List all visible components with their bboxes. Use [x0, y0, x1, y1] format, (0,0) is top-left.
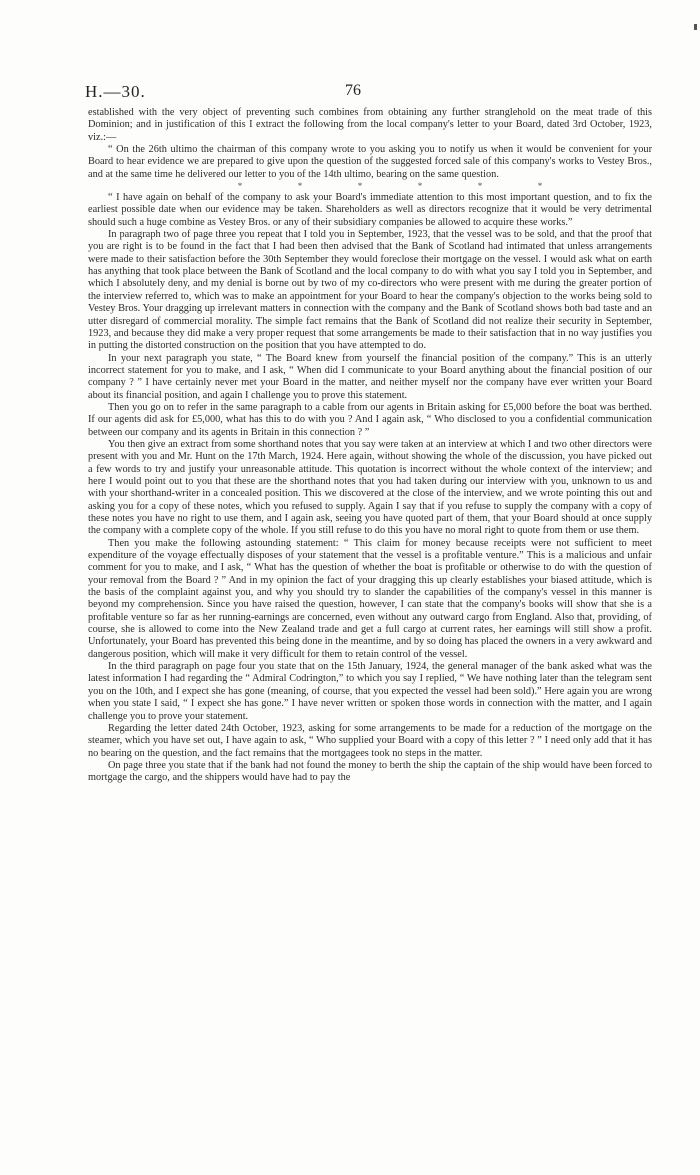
star-3: * [357, 181, 363, 192]
paragraph-quote-2: “ I have again on behalf of the company to ask your Board's immediate attention to this most important question, and to fix the earliest possible date when our evidence may be taken. Shareholders as well as directors recognize that it would be very detrimental should such a huge combine as Vestey Bros. or any of their subsidiary companies be allowed to acquire these works.” [88, 192, 652, 228]
star-2: * [297, 181, 303, 192]
paragraph-mortgage-letter: Regarding the letter dated 24th October, 1923, asking for some arrangements to be made for a reduction of the mortgage on the steamer, which you have set out, I have again to ask, “ Who supplied your Board with a copy of this letter ? ” I need only add that it has no bearing on the question, and the fact remains that the mortgagees took no steps in the matter. [88, 722, 652, 759]
paragraph-financial-position: In your next paragraph you state, “ The Board knew from yourself the financial position of the company.” This is an utterly incorrect statement for you to make, and I ask, “ When did I communicate to your Board anything about the financial position of our company ? ” I have certainly never met your Board in the matter, and neither myself nor the company have ever written your Board about its financial position, and again I challenge you to prove this statement. [88, 352, 652, 401]
paragraph-continuation: established with the very object of preventing such combines from obtaining any further stranglehold on the meat trade of this Dominion; and in justification of this I extract the following from the local company's letter to your Board, dated 3rd October, 1923, viz.:— [88, 107, 652, 143]
paragraph-astounding-statement: Then you make the following astounding statement: “ This claim for money because receipts were not sufficient to meet expenditure of the voyage effectually disposes of your statement that the vessel is a profitable venture.” This is a malicious and unfair comment for you to make, and I ask, “ What has the question of whether the boat is profitable or otherwise to do with the question of your removal from the Board ? ” And in my opinion the fact of your dragging this up clearly establishes your biased attitude, which is the basis of the complaint against you, and why you should try to slander the capabilities of the company's vessel in this manner is beyond my comprehension. Since you have raised the question, however, I can state that the company's books will show that she is a profitable venture so far as her running-earnings are concerned, even without any outward cargo from England. Also that, providing, of course, she is allowed to come into the New Zealand trade and get a full cargo at current rates, her earnings will still show a profit. Unfortunately, your Board has prevented this being done in the meantime, and by so doing has placed the owners in a very awkward and dangerous position, which will make it very difficult for them to retain control of the vessel. [88, 537, 652, 660]
star-4: * [417, 181, 423, 192]
paragraph-quote-1: “ On the 26th ultimo the chairman of this company wrote to you asking you to notify us when it would be convenient for your Board to hear evidence we are prepared to give upon the question of the suggested forced sale of this company's works to Vestey Bros., and at the same time he delivered our letter to you of the 14th ultimo, bearing on the same question. [88, 144, 652, 180]
page-header [85, 82, 645, 104]
star-5: * [477, 181, 483, 192]
paragraph-shorthand-notes: You then give an extract from some shorthand notes that you say were taken at an interview at which I and two other directors were present with you and Mr. Hunt on the 17th March, 1924. Here again, without showing the whole of the discussion, you have picked out a few words to try and justify your unreasonable attitude. This quotation is incorrect without the whole context of the interview; and here I would point out to you that these are the shorthand notes that you had taken during our interview with you, unknown to us and with your shorthand-writer in a concealed position. This we discovered at the close of the interview, and we wrote pointing this out and asking you for a copy of these notes, which you refused to supply. Again I say that if you refuse to supply the company with a copy of these notes you have no right to use them, and I again ask, seeing you have quoted part of them, that your Board should at once supply the company with a complete copy of the whole. If you still refuse to do this you have no moral right to quote from them or use them. [88, 438, 652, 537]
star-1: * [237, 181, 243, 192]
star-6: * [537, 181, 543, 192]
paragraph-september: In paragraph two of page three you repeat that I told you in September, 1923, that the vessel was to be sold, and that the proof that you are right is to be found in the fact that I had been then advised that the Bank of Scotland had intimated that unless arrangements were made to their satisfaction before the 30th September they would foreclose their mortgage on the vessel. I would ask what on earth has anything that took place between the Bank of Scotland and the local company to do with what you say I told you in September, and which I absolutely deny, and my denial is borne out by two of my co-directors who were present with me during the greater portion of the interview referred to, which was to make an appointment for your Board to hear the company's objection to the works being sold to Vestey Bros. Your dragging up irrelevant matters in connection with the company and the Bank of Scotland shows both bad taste and an utter disregard of commercial morality. The simple fact remains that the Bank of Scotland did not realize their security in September, 1923, and because they did make a very proper request that some arrangements be made to their satisfaction that in no way justifies you in putting the distorted construction on the position that you have attempted to do. [88, 229, 652, 352]
document-reference: H.—30. [85, 82, 146, 101]
paragraph-cable: Then you go on to refer in the same paragraph to a cable from our agents in Britain asking for £5,000 before the boat was berthed. If our agents did ask for £5,000, what has this to do with you ? And I again ask, “ Who disclosed to you a confidential communication between our company and its agents in Britain in this connection ? ” [88, 401, 652, 438]
paragraph-page-three: On page three you state that if the bank had not found the money to berth the ship the captain of the ship would have been forced to mortgage the cargo, and the shippers would have had to pay the [88, 759, 652, 784]
document-body [88, 107, 652, 785]
edge-mark [694, 24, 697, 30]
ellipsis-stars [88, 181, 652, 192]
paragraph-admiral-codrington: In the third paragraph on page four you state that on the 15th January, 1924, the general manager of the bank asked what was the latest information I had regarding the “ Admiral Codrington,” to which you say I replied, “ We have nothing later than the telegram sent you on the 10th, and I expect she has gone (meaning, of course, that you expected the vessel had been sold).” Here again you are wrong when you state I said, “ I expect she has gone.” I have never written or spoken those words in connection with the matter, and I again challenge you to prove your statement. [88, 661, 652, 722]
page-number: 76 [345, 82, 361, 99]
